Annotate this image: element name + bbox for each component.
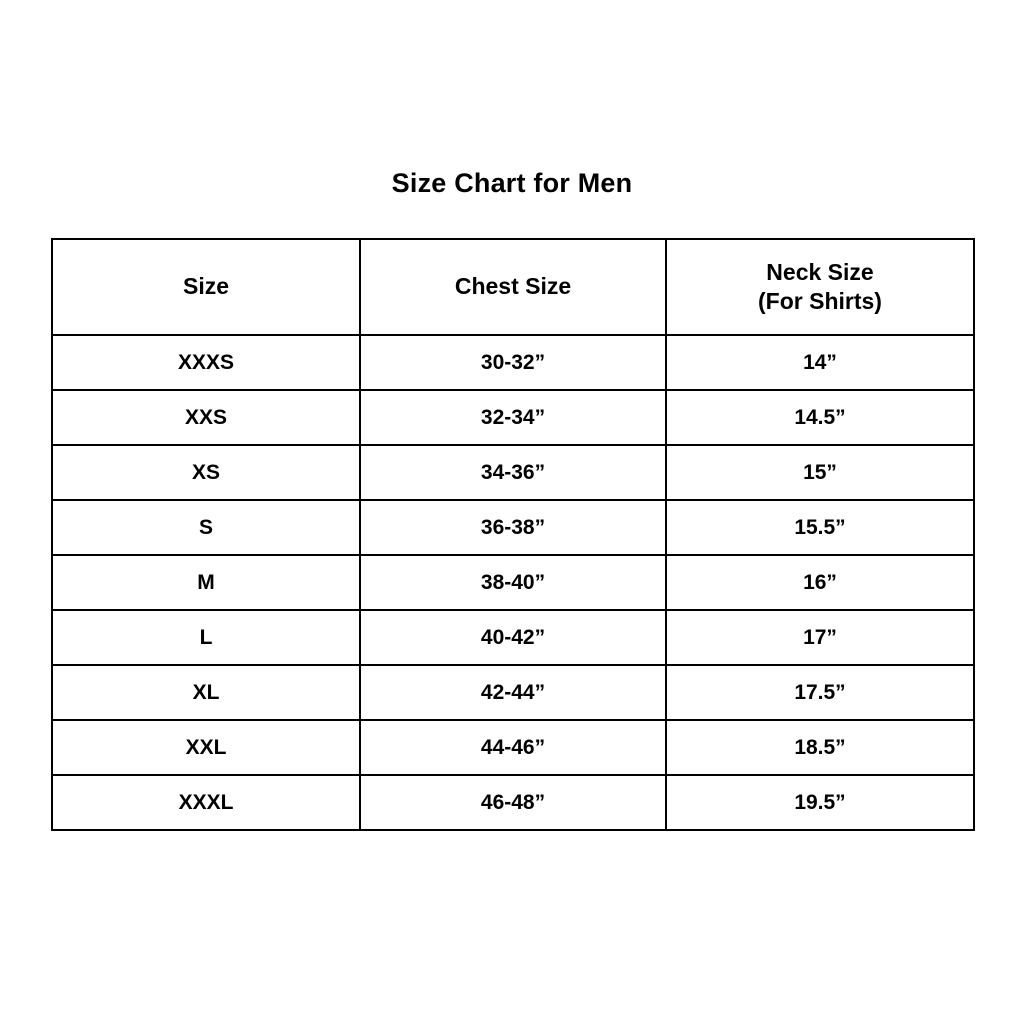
cell-size: XXL <box>52 720 360 775</box>
cell-size: L <box>52 610 360 665</box>
cell-chest: 34-36” <box>360 445 666 500</box>
page-title: Size Chart for Men <box>391 168 633 198</box>
cell-chest: 32-34” <box>360 390 666 445</box>
cell-chest: 46-48” <box>360 775 666 830</box>
cell-size: M <box>52 555 360 610</box>
cell-neck: 17.5” <box>666 665 974 720</box>
table-row <box>52 720 974 775</box>
cell-size: XL <box>52 665 360 720</box>
column-header-neck-label: Neck Size <box>766 258 874 285</box>
cell-chest: 30-32” <box>360 335 666 390</box>
cell-chest: 40-42” <box>360 610 666 665</box>
cell-size: XXXS <box>52 335 360 390</box>
cell-neck: 17” <box>666 610 974 665</box>
table-header-row <box>52 239 974 335</box>
column-header-chest <box>360 239 666 335</box>
table-row <box>52 665 974 720</box>
cell-neck: 16” <box>666 555 974 610</box>
table-row <box>52 445 974 500</box>
size-chart-table-wrapper <box>51 238 973 831</box>
table-row <box>52 500 974 555</box>
cell-size: XS <box>52 445 360 500</box>
size-chart-table <box>51 238 975 831</box>
cell-chest: 42-44” <box>360 665 666 720</box>
column-header-size-label: Size <box>182 273 230 300</box>
cell-neck: 15” <box>666 445 974 500</box>
table-row <box>52 335 974 390</box>
cell-neck: 14” <box>666 335 974 390</box>
cell-chest: 44-46” <box>360 720 666 775</box>
column-header-neck-sublabel: (For Shirts) <box>758 288 882 314</box>
column-header-chest-label: Chest Size <box>454 273 572 300</box>
cell-chest: 38-40” <box>360 555 666 610</box>
cell-neck: 15.5” <box>666 500 974 555</box>
table-header <box>52 239 974 335</box>
table-row <box>52 610 974 665</box>
table-row <box>52 555 974 610</box>
table-row <box>52 390 974 445</box>
cell-neck: 18.5” <box>666 720 974 775</box>
cell-size: S <box>52 500 360 555</box>
table-body <box>52 335 974 830</box>
cell-size: XXS <box>52 390 360 445</box>
column-header-neck <box>666 239 974 335</box>
cell-size: XXXL <box>52 775 360 830</box>
column-header-size <box>52 239 360 335</box>
table-row <box>52 775 974 830</box>
cell-chest: 36-38” <box>360 500 666 555</box>
cell-neck: 14.5” <box>666 390 974 445</box>
cell-neck: 19.5” <box>666 775 974 830</box>
